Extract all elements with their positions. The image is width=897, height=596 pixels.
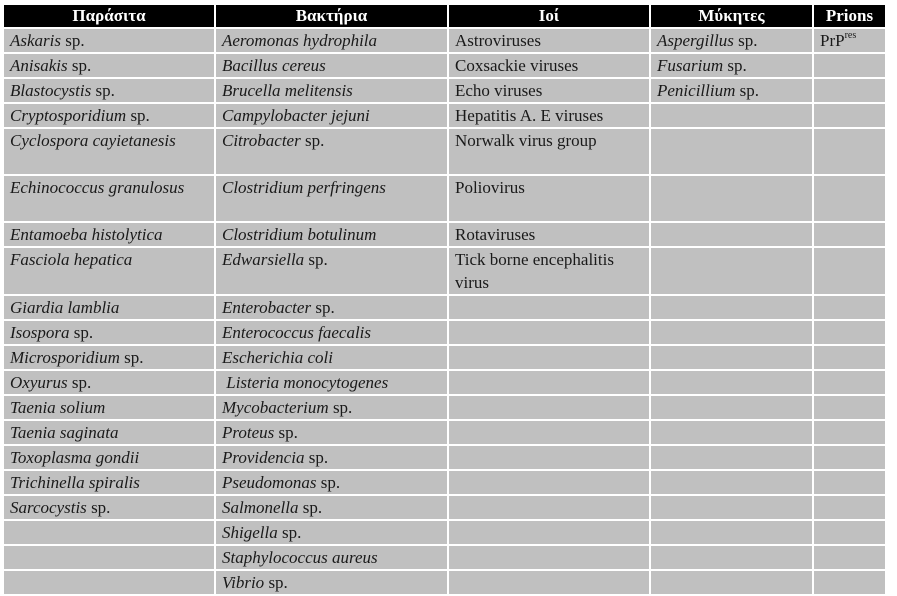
virus-cell: [449, 571, 649, 594]
virus-cell: Norwalk virus group: [449, 129, 649, 174]
parasite-cell: Entamoeba histolytica: [4, 223, 214, 246]
parasite-cell: Cryptosporidium sp.: [4, 104, 214, 127]
prion-cell: [814, 446, 885, 469]
table-row: [4, 129, 885, 174]
table-row: [4, 371, 885, 394]
fungus-cell: [651, 571, 812, 594]
virus-cell: [449, 421, 649, 444]
fungus-cell: [651, 471, 812, 494]
header-row: [4, 5, 885, 27]
fungus-cell: [651, 521, 812, 544]
prion-cell: [814, 296, 885, 319]
fungus-cell: [651, 396, 812, 419]
table-row: [4, 396, 885, 419]
bacterium-cell: Clostridium botulinum: [216, 223, 447, 246]
prion-cell: [814, 223, 885, 246]
fungus-cell: [651, 371, 812, 394]
parasite-cell: [4, 571, 214, 594]
fungus-cell: [651, 321, 812, 344]
prion-cell: [814, 471, 885, 494]
prion-cell: [814, 396, 885, 419]
parasite-cell: Taenia saginata: [4, 421, 214, 444]
table-row: [4, 176, 885, 221]
header-prions: Prions: [814, 5, 885, 27]
fungus-cell: [651, 446, 812, 469]
fungus-cell: [651, 421, 812, 444]
virus-cell: [449, 471, 649, 494]
bacterium-cell: Aeromonas hydrophila: [216, 29, 447, 52]
virus-cell: Tick borne encephalitis virus: [449, 248, 649, 294]
prion-cell: [814, 421, 885, 444]
bacterium-cell: Campylobacter jejuni: [216, 104, 447, 127]
parasite-cell: [4, 546, 214, 569]
fungus-cell: [651, 176, 812, 221]
virus-cell: [449, 396, 649, 419]
table-row: [4, 223, 885, 246]
virus-cell: Echo viruses: [449, 79, 649, 102]
parasite-cell: Giardia lamblia: [4, 296, 214, 319]
bacterium-cell: Enterobacter sp.: [216, 296, 447, 319]
parasite-cell: Trichinella spiralis: [4, 471, 214, 494]
header-fungi: Μύκητες: [651, 5, 812, 27]
parasite-cell: Echinococcus granulosus: [4, 176, 214, 221]
virus-cell: Rotaviruses: [449, 223, 649, 246]
parasite-cell: Oxyurus sp.: [4, 371, 214, 394]
parasite-cell: [4, 521, 214, 544]
fungus-cell: Fusarium sp.: [651, 54, 812, 77]
virus-cell: [449, 521, 649, 544]
table-row: [4, 446, 885, 469]
bacterium-cell: Staphylococcus aureus: [216, 546, 447, 569]
table-row: [4, 521, 885, 544]
parasite-cell: Isospora sp.: [4, 321, 214, 344]
fungus-cell: [651, 296, 812, 319]
parasite-cell: Cyclospora cayietanesis: [4, 129, 214, 174]
prion-cell: [814, 546, 885, 569]
bacterium-cell: Listeria monocytogenes: [216, 371, 447, 394]
parasite-cell: Askaris sp.: [4, 29, 214, 52]
table-row: [4, 104, 885, 127]
bacterium-cell: Escherichia coli: [216, 346, 447, 369]
bacterium-cell: Shigella sp.: [216, 521, 447, 544]
prion-cell: [814, 371, 885, 394]
fungus-cell: Penicillium sp.: [651, 79, 812, 102]
table-row: [4, 54, 885, 77]
parasite-cell: Fasciola hepatica: [4, 248, 214, 294]
bacterium-cell: Brucella melitensis: [216, 79, 447, 102]
fungus-cell: [651, 223, 812, 246]
bacterium-cell: Mycobacterium sp.: [216, 396, 447, 419]
prion-cell: [814, 248, 885, 294]
header-bacteria: Βακτήρια: [216, 5, 447, 27]
fungus-cell: Aspergillus sp.: [651, 29, 812, 52]
table-row: [4, 546, 885, 569]
bacterium-cell: Pseudomonas sp.: [216, 471, 447, 494]
prion-cell: [814, 571, 885, 594]
bacterium-cell: Providencia sp.: [216, 446, 447, 469]
table-row: [4, 296, 885, 319]
prion-cell: [814, 321, 885, 344]
fungus-cell: [651, 546, 812, 569]
fungus-cell: [651, 104, 812, 127]
prion-cell: [814, 521, 885, 544]
prion-cell: [814, 104, 885, 127]
fungus-cell: [651, 129, 812, 174]
virus-cell: Poliovirus: [449, 176, 649, 221]
prion-cell: [814, 79, 885, 102]
virus-cell: Coxsackie viruses: [449, 54, 649, 77]
parasite-cell: Blastocystis sp.: [4, 79, 214, 102]
virus-cell: [449, 296, 649, 319]
parasite-cell: Microsporidium sp.: [4, 346, 214, 369]
bacterium-cell: Edwarsiella sp.: [216, 248, 447, 294]
prion-cell: [814, 129, 885, 174]
bacterium-cell: Vibrio sp.: [216, 571, 447, 594]
parasite-cell: Anisakis sp.: [4, 54, 214, 77]
virus-cell: [449, 371, 649, 394]
prion-cell: [814, 346, 885, 369]
bacterium-cell: Clostridium perfringens: [216, 176, 447, 221]
bacterium-cell: Salmonella sp.: [216, 496, 447, 519]
table-row: [4, 29, 885, 52]
table-row: [4, 321, 885, 344]
prion-cell: [814, 496, 885, 519]
table-row: [4, 79, 885, 102]
bacterium-cell: Citrobacter sp.: [216, 129, 447, 174]
bacterium-cell: Enterococcus faecalis: [216, 321, 447, 344]
pathogens-table: [2, 3, 887, 596]
virus-cell: [449, 546, 649, 569]
prion-cell: [814, 54, 885, 77]
bacterium-cell: Proteus sp.: [216, 421, 447, 444]
bacterium-cell: Bacillus cereus: [216, 54, 447, 77]
virus-cell: [449, 496, 649, 519]
virus-cell: [449, 446, 649, 469]
virus-cell: [449, 321, 649, 344]
table-row: [4, 346, 885, 369]
table-row: [4, 496, 885, 519]
parasite-cell: Taenia solium: [4, 396, 214, 419]
prion-cell: [814, 176, 885, 221]
parasite-cell: Toxoplasma gondii: [4, 446, 214, 469]
table-row: [4, 471, 885, 494]
header-parasites: Παράσιτα: [4, 5, 214, 27]
prion-cell: PrP$^{res}$: [814, 29, 885, 52]
virus-cell: [449, 346, 649, 369]
fungus-cell: [651, 248, 812, 294]
table-body: [4, 29, 885, 594]
header-viruses: Ιοί: [449, 5, 649, 27]
table-row: [4, 571, 885, 594]
table-row: [4, 421, 885, 444]
virus-cell: Hepatitis A. E viruses: [449, 104, 649, 127]
fungus-cell: [651, 496, 812, 519]
parasite-cell: Sarcocystis sp.: [4, 496, 214, 519]
table-row: [4, 248, 885, 294]
virus-cell: Astroviruses: [449, 29, 649, 52]
fungus-cell: [651, 346, 812, 369]
